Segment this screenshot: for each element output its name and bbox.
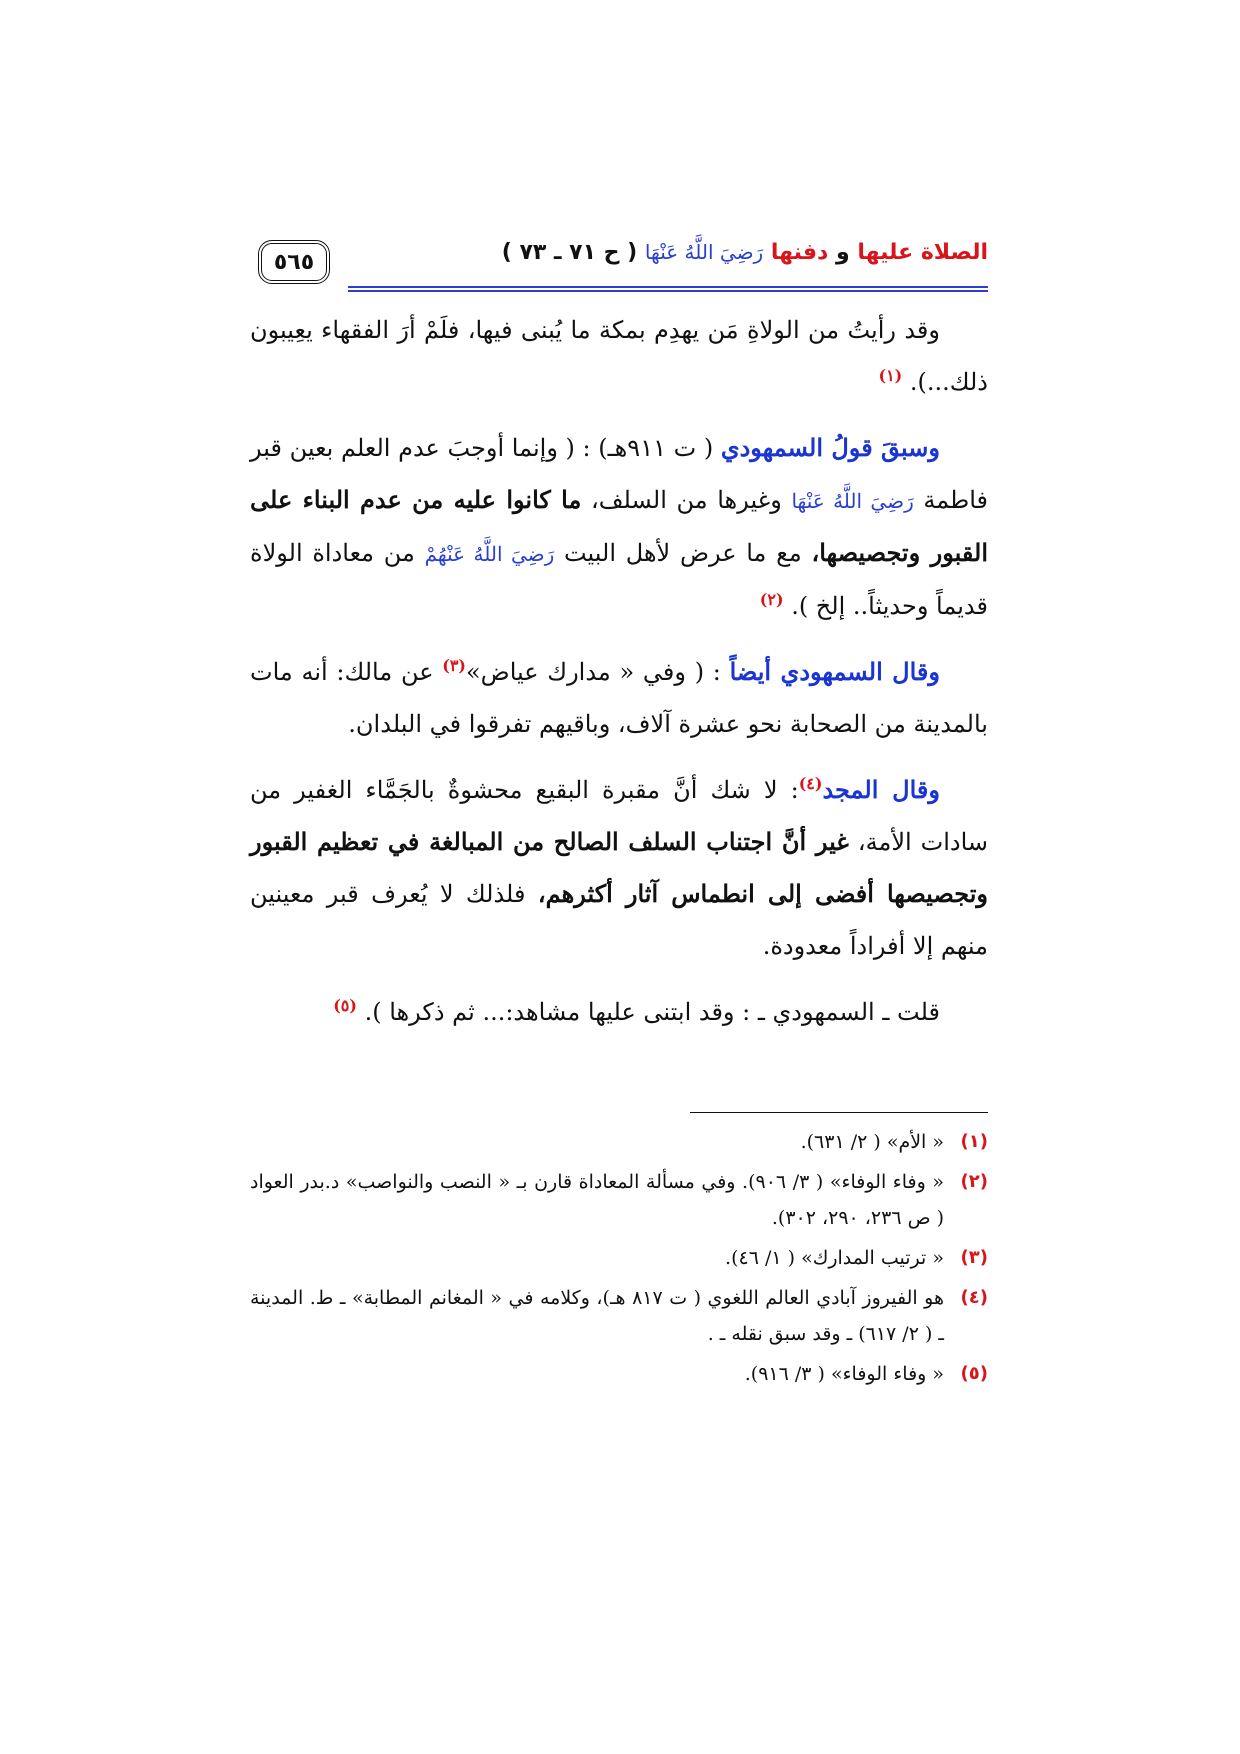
footnote-ref-2: (٢) xyxy=(759,590,784,609)
footnote-number: (٤) xyxy=(960,1287,988,1308)
footnote-text: « وفاء الوفاء» ( ٣/ ٩٠٦). وفي مسألة المعاداة قارن بـ « النصب والنواصب» د.بدر العواد ( ص ٢٣٦، ٢٩٠، ٣٠٢). xyxy=(250,1171,944,1229)
title-part1: الصلاة عليها xyxy=(857,240,988,265)
footnote-number: (٥) xyxy=(960,1363,988,1384)
p2-lead: وسبقَ قولُ السمهودي xyxy=(720,433,940,462)
p2-text1: ( ت ٩١١هـ) : ( وإنما أوجبَ عدم العلم بعين قبر فاطمة xyxy=(250,434,988,514)
footnote-ref-3: (٣) xyxy=(442,656,466,675)
p2-bold: ما كانوا عليه من عدم البناء على القبور وتجصيصها، xyxy=(250,485,988,567)
p4-bold: غير أنَّ اجتناب السلف الصالح من المبالغة في تعظيم القبور وتجصيصها أفضى إلى انطماس آثار أكثرهم، xyxy=(250,827,988,908)
footnote-text: « الأم» ( ٢/ ٦٣١). xyxy=(800,1131,944,1153)
hadith-ref: ( ح ٧١ ـ ٧٣ ) xyxy=(501,240,638,265)
main-text xyxy=(250,304,988,1052)
footnote-text: هو الفيروز آبادي العالم اللغوي ( ت ٨١٧ هـ)، وكلامه في « المغانم المطابة» ـ ط. المدينة ـ ( ٢/ ٦١٧) ـ وقد سبق نقله ـ . xyxy=(250,1287,944,1345)
paragraph-4 xyxy=(250,764,988,972)
title-part2: دفنها xyxy=(770,240,829,265)
page-header xyxy=(258,236,988,288)
p4-text2: فلذلك لا يُعرف قبر معينين منهم إلا أفراداً معدودة. xyxy=(250,880,988,960)
p2-text4: من معاداة الولاة قديماً وحديثاً.. إلخ ). xyxy=(250,539,988,620)
footnotes xyxy=(250,1124,988,1396)
footnote-ref-4: (٤) xyxy=(798,774,823,793)
honorific-glyph: رَضِيَ اللَّهُ عَنْهُمْ xyxy=(424,542,555,566)
footnote-4 xyxy=(250,1280,988,1352)
p2-text3: مع ما عرض لأهل البيت xyxy=(554,539,812,567)
p4-text1: : لا شك أنَّ مقبرة البقيع محشوةٌ بالجَمَّاء الغفير من سادات الأمة، xyxy=(250,776,989,856)
paragraph-3 xyxy=(250,646,988,750)
p3-text2: عن مالك: أنه مات بالمدينة من الصحابة نحو عشرة آلاف، وباقيهم تفرقوا في البلدان. xyxy=(250,658,988,738)
footnote-1 xyxy=(250,1124,988,1160)
p3-lead: وقال السمهودي أيضاً xyxy=(729,657,940,686)
page-number-box xyxy=(258,240,330,284)
p3-text1: : ( وفي « مدارك عياض» xyxy=(466,658,730,686)
footnote-ref-5: (٥) xyxy=(333,996,357,1015)
footnote-5 xyxy=(250,1356,988,1392)
running-title xyxy=(502,240,988,265)
title-and: و xyxy=(836,240,850,265)
footnote-number: (٢) xyxy=(960,1171,988,1192)
honorific-glyph: رَضِيَ اللَّهُ عَنْهَا xyxy=(644,240,764,264)
p5-text: قلت ـ السمهودي ـ : وقد ابتنى عليها مشاهد:... ثم ذكرها ). xyxy=(364,998,940,1026)
p4-lead: وقال المجد xyxy=(822,775,940,804)
p2-text2: وغيرها من السلف، xyxy=(581,486,792,514)
footnote-2 xyxy=(250,1164,988,1236)
header-double-rule xyxy=(348,286,988,292)
page-number: ٥٦٥ xyxy=(273,249,315,275)
footnote-text: « ترتيب المدارك» ( ١/ ٤٦). xyxy=(725,1247,944,1269)
footnote-ref-1: (١) xyxy=(878,366,903,385)
footnote-number: (١) xyxy=(960,1131,988,1152)
p1-text: وقد رأيتُ من الولاةِ مَن يهدِم بمكة ما يُبنى فيها، فلَمْ أرَ الفقهاء يعِيبون ذلك...). xyxy=(250,316,988,396)
footnote-number: (٣) xyxy=(960,1247,988,1268)
footnote-separator xyxy=(690,1112,988,1113)
footnote-3 xyxy=(250,1240,988,1276)
honorific-glyph: رَضِيَ اللَّهُ عَنْهَا xyxy=(791,489,914,513)
footnote-text: « وفاء الوفاء» ( ٣/ ٩١٦). xyxy=(744,1363,944,1385)
paragraph-5 xyxy=(250,986,988,1038)
paragraph-1 xyxy=(250,304,988,408)
paragraph-2 xyxy=(250,422,988,632)
